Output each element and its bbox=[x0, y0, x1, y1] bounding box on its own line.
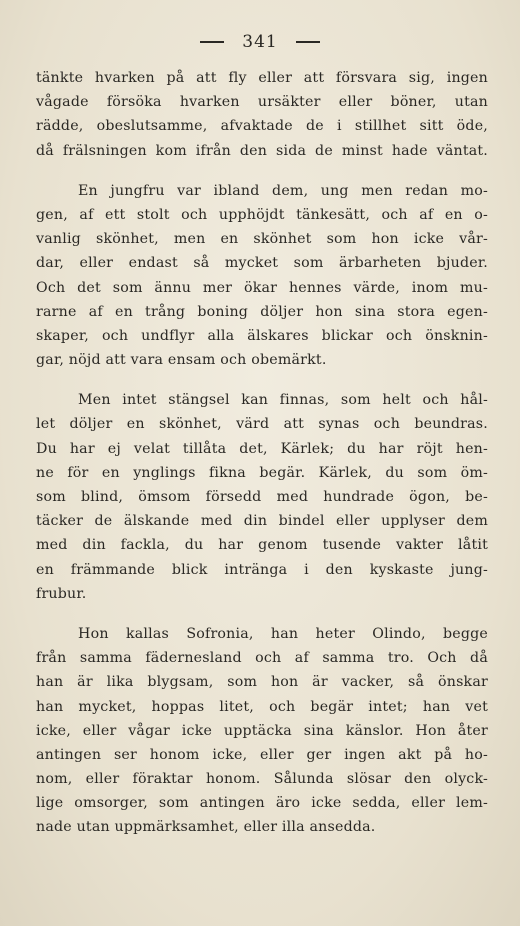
text-line: let döljer en skönhet, värd att synas och beundras. bbox=[36, 416, 488, 433]
text-line: vågade försöka hvarken ursäkter eller böner, utan bbox=[36, 94, 488, 111]
header-dash-right bbox=[296, 41, 320, 43]
header-dash-left bbox=[200, 41, 224, 43]
paragraph-2 bbox=[36, 179, 488, 373]
text-line: nom, eller föraktar honom. Sålunda slösar den olyck- bbox=[36, 771, 488, 788]
text-line: vanlig skönhet, men en skönhet som hon icke vår- bbox=[36, 231, 488, 248]
text-line: han mycket, hoppas litet, och begär intet; han vet bbox=[36, 698, 488, 715]
text-line: rarne af en trång boning döljer hon sina stora egen- bbox=[36, 303, 488, 320]
paragraph-4 bbox=[36, 622, 488, 840]
page-header bbox=[0, 32, 520, 52]
text-line: från samma fädernesland och af samma tro. Och då bbox=[36, 650, 488, 667]
text-line: gen, af ett stolt och upphöjdt tänkesätt, och af en o- bbox=[36, 206, 488, 223]
text-line: en främmande blick intränga i den kyskaste jung- bbox=[36, 561, 488, 578]
text-line: rädde, obeslutsamme, afvaktade de i stillhet sitt öde, bbox=[36, 118, 488, 135]
text-line: täcker de älskande med din bindel eller upplyser dem bbox=[36, 513, 488, 530]
page-body bbox=[36, 66, 488, 856]
page-number: 341 bbox=[242, 32, 278, 52]
text-line: Hon kallas Sofronia, han heter Olindo, begge bbox=[78, 625, 488, 642]
text-line: som blind, ömsom försedd med hundrade ögon, be- bbox=[36, 489, 488, 505]
text-line: ne för en ynglings fikna begär. Kärlek, du som öm- bbox=[36, 464, 488, 481]
text-line: tänkte hvarken på att fly eller att försvara sig, ingen bbox=[36, 70, 488, 86]
text-line: skaper, och undflyr alla älskares blickar och önsknin- bbox=[36, 327, 488, 344]
paragraph-3 bbox=[36, 388, 488, 606]
text-line: lige omsorger, som antingen äro icke sedda, eller lem- bbox=[36, 795, 488, 812]
text-line: Men intet stängsel kan finnas, som helt och hål- bbox=[78, 392, 488, 409]
text-line: En jungfru var ibland dem, ung men redan mo- bbox=[78, 182, 488, 199]
text-line: då frälsningen kom ifrån den sida de minst hade väntat. bbox=[36, 142, 488, 159]
text-line: icke, eller vågar icke upptäcka sina känslor. Hon åter bbox=[36, 722, 488, 739]
text-line: nade utan uppmärksamhet, eller illa ansedda. bbox=[36, 819, 376, 836]
text-line: Du har ej velat tillåta det, Kärlek; du har röjt hen- bbox=[36, 440, 488, 457]
text-line: frubur. bbox=[36, 585, 87, 602]
text-line: han är lika blygsam, som hon är vacker, så önskar bbox=[36, 674, 488, 691]
text-line: med din fackla, du har genom tusende vakter låtit bbox=[36, 537, 488, 554]
text-line: antingen ser honom icke, eller ger ingen akt på ho- bbox=[36, 746, 488, 763]
paragraph-1 bbox=[36, 66, 488, 163]
text-line: dar, eller endast så mycket som ärbarheten bjuder. bbox=[36, 255, 488, 272]
text-line: gar, nöjd att vara ensam och obemärkt. bbox=[36, 352, 327, 369]
text-line: Och det som ännu mer ökar hennes värde, inom mu- bbox=[36, 279, 488, 296]
